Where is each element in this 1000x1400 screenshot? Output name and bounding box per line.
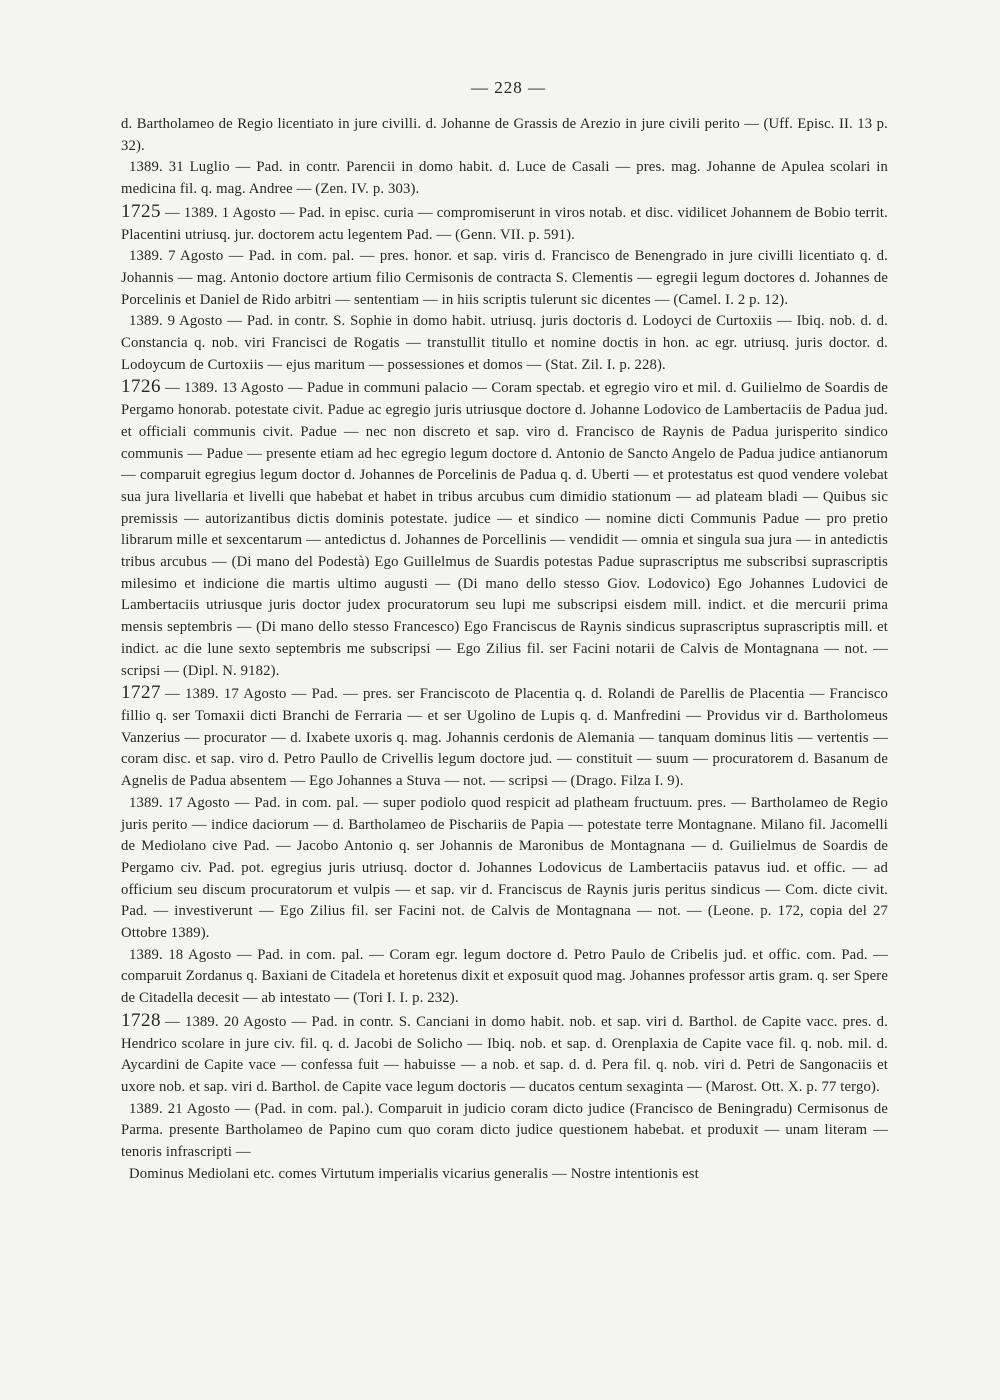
document-body [121, 114, 888, 1185]
paragraph-text: 1389. 21 Agosto — (Pad. in com. pal.). Comparuit in judicio coram dicto judice (Francisco de Beningradu) Cermisonus de Parma. presente Bartholameo de Papino cum quo coram dicto judice questionem habebat. et produxit — unam literam — tenoris infrascripti — [121, 1100, 888, 1161]
paragraph-text: — 1389. 1 Agosto — Pad. in episc. curia — compromiserunt in viros notab. et disc. vidilicet Johannem de Bobio territ. Placentini utriusq. jur. doctorem actu legentem Pad. — (Genn. VII. p. 591). [121, 204, 888, 243]
paragraph-text: 1389. 17 Agosto — Pad. in com. pal. — super podiolo quod respicit ad platheam fructuum. pres. — Bartholameo de Regio juris perito — indice daciorum — d. Bartholameo de Pischariis de Papia — potestate terre Montagnane. Milano fil. Jacomelli de Mediolano cive Pad. — Jacobo Antonio q. ser Johannis de Maronibus de Montagnana — d. Guilielmus de Soardis de Pergamo civ. Pad. pot. egregius juris utriusq. doctor d. Johannes Lodovicus de Lambertaciis patavus iud. et offic. — ad officium seu discum procuratorum et vulpis — et sap. vir d. Franciscus de Raynis juris peritus sindicus — Com. dicte civit. Pad. — investiverunt — Ego Zilius fil. ser Facini not. de Calvis de Montagnana — not. — (Leone. p. 172, copia del 27 Ottobre 1389). [121, 794, 888, 942]
document-entry [121, 376, 888, 682]
paragraph [121, 246, 888, 311]
document-entry [121, 201, 888, 246]
document-entry [121, 682, 888, 793]
paragraph [121, 157, 888, 200]
paragraph [121, 793, 888, 945]
paragraph-text: d. Bartholameo de Regio licentiato in jure civilli. d. Johanne de Grassis de Arezio in jure civili perito — (Uff. Episc. II. 13 p. 32). [121, 116, 888, 154]
paragraph-text: 1389. 7 Agosto — Pad. in com. pal. — pres. honor. et sap. viris d. Francisco de Benengrado in jure civilli licentiato q. d. Johannis — mag. Antonio doctore artium filio Cermisonis de contracta S. Clementis — egregii legum doctores d. Johannes de Porcelinis et Daniel de Rido arbitri — sententiam — in hiis scriptis tulerunt sic dicentes — (Camel. I. 2 p. 12). [121, 248, 888, 308]
document-number: 1728 [121, 1009, 161, 1031]
paragraph [121, 945, 888, 1010]
paragraph [121, 114, 888, 157]
paragraph-text: 1389. 9 Agosto — Pad. in contr. S. Sophie in domo habit. utriusq. juris doctoris d. Lodoyci de Curtoxiis — Ibiq. nob. d. d. Constancia q. nob. viri Francisci de Rogatis — transtullit titullo et nomine doctis in hon. ac egr. utriusq. juris doctor. d. Lodoycum de Curtoxiis — ejus maritum — possessiones et domos — (Stat. Zil. I. p. 228). [121, 313, 888, 373]
paragraph-text: — 1389. 17 Agosto — Pad. — pres. ser Franciscoto de Placentia q. d. Rolandi de Parellis de Placentia — Francisco fillio q. ser Tomaxii dicti Branchi de Ferraria — et ser Ugolino de Lupis q. d. Manfredini — Providus vir d. Bartholomeus Vanzerius — procurator — d. Ixabete uxoris q. mag. Johannis cerdonis de Alemania — tanquam dominus litis — vertentis — coram disc. et sap. viro d. Petro Paullo de Crivellis legum doctore jud. — constituit — suum — procuratorem d. Basanum de Agnelis de Padua absentem — Ego Johannes a Stuva — not. — scripsi — (Drago. Filza I. 9). [121, 686, 888, 790]
paragraph-text: — 1389. 20 Agosto — Pad. in contr. S. Canciani in domo habit. nob. et sap. viri d. Barthol. de Capite vacc. pres. d. Hendrico scolare in jure civ. fil. q. d. Jacobi de Solicho — Ibiq. nob. et sap. d. Orenplaxia de Capite vace fil. q. nob. mil. d. Aycardini de Capite vace — confessa fuit — habuisse — a nob. et sap. d. d. Pera fil. q. nob. viri d. Petri de Sangonaciis et uxore nob. et sap. viri d. Barthol. de Capite vace legum doctoris — ducatos centum sexaginta — (Marost. Ott. X. p. 77 tergo). [121, 1013, 888, 1095]
page-number: — 228 — [471, 78, 546, 97]
paragraph-text: — 1389. 13 Agosto — Padue in communi palacio — Coram spectab. et egregio viro et mil. d. Guilielmo de Soardis de Pergamo honorab. potestate civit. Padue ac egregio juris utriusque doctore d. Johanne Lodovico de Lambertaciis de Padua jud. et officiali communis civit. Padue — nec non discreto et sap. viro d. Francisco de Raynis de Padua jurisperito sindico communis — Padue — presente etiam ad hec egregio legum doctore d. Antonio de Sancto Angelo de Padua judice antianorum — comparuit egregius legum doctor d. Johannes de Porcelinis de Padua q. d. Uberti — et protestatus est quod vendere volebat sua jura livellaria et livelli que habebat et habet in tribus arcubus cum dimidio stationum — ad plateam bladi — Quibus sic premissis — autorizantibus dictis dominis potestate. judice — et sindico — nomine dicti Communis Padue — pro pretio librarum mille et sexcentarum — antedictus d. Johannes de Porcellinis — vendidit — omnia et singula sua jura — in antedictis tribus arcubus — (Di mano del Podestà) Ego Guillelmus de Suardis potestas Padue suprascriptus me subscribsi suprascriptis milesimo et indicione die martis ultimo augusti — (Di mano dello stesso Giov. Lodovico) Ego Johannes Ludovici de Lambertaciis utriusque juris doctor judex procuratorum seu lupi me subscripsi eisdem mill. indict. et die mercurii prima mensis septembris — (Di mano dello stesso Francesco) Ego Franciscus de Raynis sindicus suprascriptus suprascriptis mill. et indict. ac die lune sexto septembris me subscripsi — Ego Zilius fil. ser Facini notarii de Calvis de Montagnana — not. — scripsi — (Dipl. N. 9182). [121, 380, 888, 679]
document-number: 1727 [121, 682, 161, 704]
document-number: 1725 [121, 200, 161, 222]
paragraph-text: 1389. 31 Luglio — Pad. in contr. Parencii in domo habit. d. Luce de Casali — pres. mag. Johanne de Apulea scolari in medicina fil. q. mag. Andree — (Zen. IV. p. 303). [121, 159, 888, 198]
paragraph-text: Dominus Mediolani etc. comes Virtutum imperialis vicarius generalis — Nostre intentionis est [129, 1165, 699, 1182]
paragraph-text: 1389. 18 Agosto — Pad. in com. pal. — Coram egr. legum doctore d. Petro Paulo de Cribelis jud. et offic. com. Pad. — comparuit Zordanus q. Baxiani de Citadela et horetenus dixit et exposuit quod mag. Johannes professor artis gram. q. ser Spere de Citadella decesit — ab intestato — (Tori I. I. p. 232). [121, 946, 888, 1007]
paragraph [121, 1164, 888, 1186]
paragraph [121, 1099, 888, 1164]
document-entry [121, 1010, 888, 1099]
document-number: 1726 [121, 376, 161, 398]
paragraph [121, 311, 888, 376]
